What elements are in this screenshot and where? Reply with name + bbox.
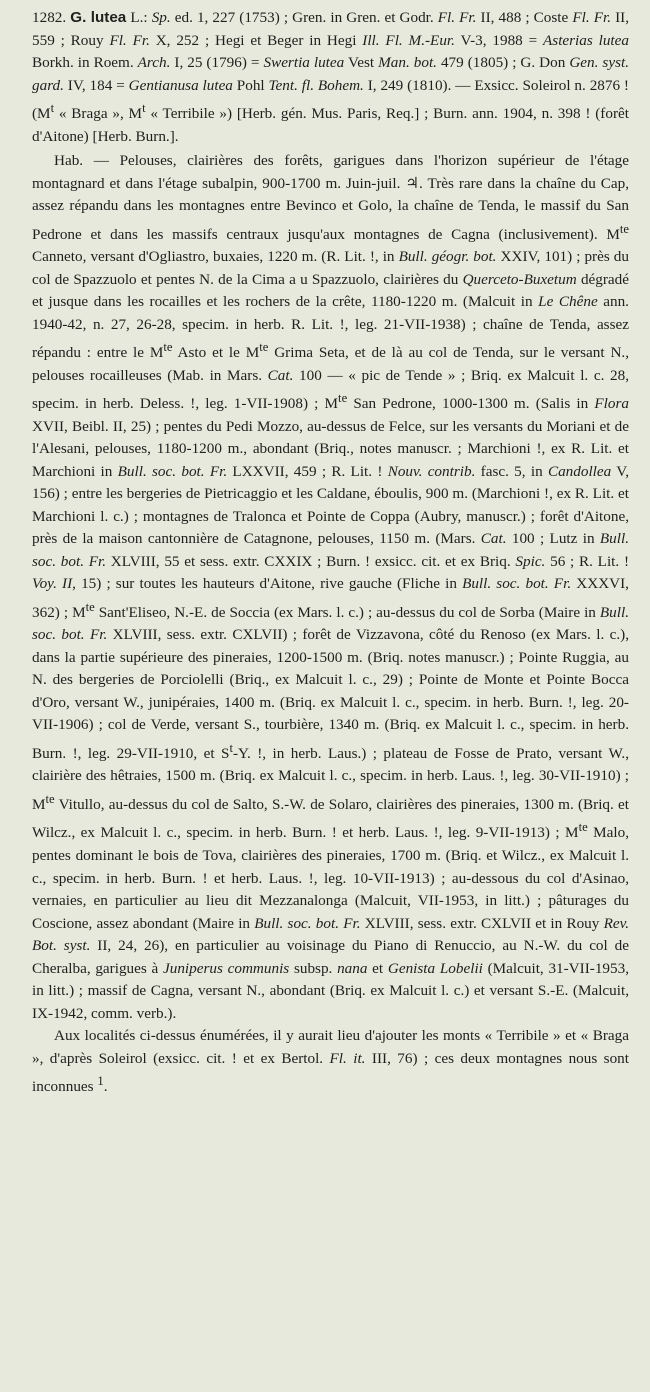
habitat-paragraph: Hab. — Pelouses, clairières des forêts, garigues dans l'horizon supérieur de l'étage montagnard et dans l'étage subalpin, 900-1700 m. Juin-juil. ♃. Très rare dans la chaîne du Cap, assez répandu dans les montagnes entre Bevinco et Golo, la chaîne de Tenda, le massif du San Pedrone et dans les massifs centraux jusqu'aux montagnes de Cagna (inclusivement). $M^{te}$ Canneto, versant d'Ogliastro, buxaies, 1220 m. (R. Lit. !, in Bull. géogr. bot. XXIV, 101) ; près du col de Spazzuolo et pentes N. de la Cima a u Spazzuolo, clairières du Querceto-Buxetum dégradé et jusque dans les rocailles et les rochers de la crête, 1180-1220 m. (Malcuit in Le Chêne ann. 1940-42, n. 27, 26-28, specim. in herb. R. Lit. !, leg. 21-VII-1938) ; chaîne de Tenda, assez répandu : entre le $M^{te}$ Asto et le $M^{te}$ Grima Seta, et de là au col de Tenda, sur le versant N., pelouses rocailleuses (Mab. in Mars. Cat. 100 — « pic de Tende » ; Briq. ex Malcuit l. c. 28, specim. in herb. Deless. !, leg. 1-VII-1908) ; $M^{te}$ San Pedrone, 1000-1300 m. (Salis in Flora XVII, Beibl. II, 25) ; pentes du Pedi Mozzo, au-dessus de Felce, sur les versants du Moriani et de l'Alesani, pelouses, 1180-1200 m., abondant (Briq., notes manuscr. ; Marchioni !, ex R. Lit. et Marchioni in Bull. soc. bot. Fr. LXXVII, 459 ; R. Lit. ! Nouv. contrib. fasc. 5, in Candollea V, 156) ; entre les bergeries de Pietricaggio et les Caldane, éboulis, 900 m. (Marchioni !, ex R. Lit. et Marchioni l. c.) ; montagnes de Tralonca et Pointe de Coppa (Aubry, manuscr.) ; forêt d'Aitone, près de la maison cantonnière de Catagnone, pelouses, 1150 m. (Mars. Cat. 100 ; Lutz in Bull. soc. bot. Fr. XLVIII, 55 et sess. extr. CXXIX ; Burn. ! exsicc. cit. et ex Briq. Spic. 56 ; R. Lit. ! Voy. II, 15) ; sur toutes les hauteurs d'Aitone, rive gauche (Fliche in Bull. soc. bot. Fr. XXXVI, 362) ; $M^{te}$ Sant'Eliseo, N.-E. de Soccia (ex Mars. l. c.) ; au-dessus du col de Sorba (Maire in Bull. soc. bot. Fr. XLVIII, sess. extr. CXLVII) ; forêt de Vizzavona, côté du Renoso (ex Mars. l. c.), dans la partie supérieure des pineraies, 1200-1500 m. (Briq. notes manuscr.) ; Pointe Ruggia, au N. des bergeries de Porciolelli (Briq., ex Malcuit l. c., 29) ; Pointe de Monte et Pointe Bocca d'Oro, versant W., junipéraies, 1400 m. (Briq. ex Malcuit l. c., specim. in herb. Burn. !, leg. 20-VII-1906) ; col de Verde, versant S., tourbière, 1340 m. (Briq. ex Malcuit l. c., specim. in herb. Burn. !, leg. 29-VII-1910, et $S^t-Y$. !, in herb. Laus.) ; plateau de Fosse de Prato, versant W., clairière des hêtraies, 1500 m. (Briq. ex Malcuit l. c., specim. in herb. Laus. !, leg. 30-VII-1910) ; $M^{te}$ Vitullo, au-dessus du col de Salto, S.-W. de Solaro, clairières des pineraies, 1300 m. (Briq. et Wilcz., ex Malcuit l. c., specim. in herb. Burn. ! et herb. Laus. !, leg. 9-VII-1913) ; $M^{te}$ Malo, pentes dominant le bois de Tova, clairières des pineraies, 1700 m. (Briq. et Wilcz., ex Malcuit l. c., specim. in herb. Burn. ! et herb. Laus. !, leg. 10-VII-1913) ; au-dessous du col d'Asinao, vernaies, en particulier au lieu dit Mezzanalonga (Malcuit, VII-1953, in litt.) ; pâturages du Coscione, assez abondant (Maire in Bull. soc. bot. Fr. XLVIII, sess. extr. CXLVII et in Rouy Rev. Bot. syst. II, 24, 26), en particulier au voisinage du Piano di Renuccio, au N.-W. du col de Cheralba, garigues à Juniperus communis subsp. nana et Genista Lobelii (Malcuit, 31-VII-1953, in litt.) ; massif de Cagna, versant N., abondant (Briq. ex Malcuit l. c.) et versant S.-E. (Malcuit, IX-1942, comm. verb.). — [32, 152, 630, 1022]
entry-header — [32, 7, 629, 148]
species-name: G. lutea — [70, 9, 127, 26]
entry-number: 1282. — [32, 9, 67, 26]
species-entry — [32, 7, 629, 1099]
synonymy-text: L.: Sp. ed. 1, 227 (1753) ; Gren. in Gren. et Godr. Fl. Fr. II, 488 ; Coste Fl. Fr. II, 559 ; Rouy Fl. Fr. X, 252 ; Hegi et Beger in Hegi Ill. Fl. M.-Eur. V-3, 1988 = Asterias lutea Borkh. in Roem. Arch. I, 25 (1796) = Swertia lutea Vest Man. bot. 479 (1805) ; G. Don Gen. syst. gard. IV, 184 = Gentianusa lutea Pohl Tent. fl. Bohem. I, 249 (1810). — Exsicc. Soleirol n. 2876 ! ($M^t$ « Braga », $M^t$ « Terribile ») [Herb. gén. Mus. Paris, Req.] ; Burn. ann. 1904, n. 398 ! (forêt d'Aitone) [Herb. Burn.]. — [32, 9, 630, 145]
note-paragraph: Aux localités ci-dessus énumérées, il y aurait lieu d'ajouter les monts « Terribile » et « Braga », d'après Soleirol (exsicc. cit. ! et ex Bertol. Fl. it. III, 76) ; ces deux montagnes nous sont inconnues $^1$. — [32, 1027, 629, 1096]
perennial-symbol: ♃ — [405, 174, 419, 192]
footnote-ref: 1 — [97, 1074, 104, 1088]
